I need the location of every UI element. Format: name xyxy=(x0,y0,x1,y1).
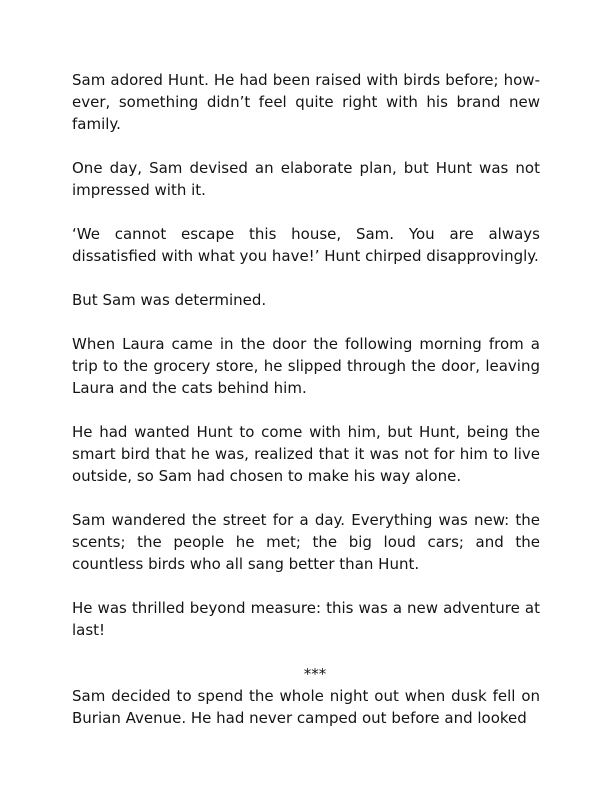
paragraph: One day, Sam devised an elaborate plan, but Hunt was not impressed with it. xyxy=(72,159,540,199)
paragraph: But Sam was determined. xyxy=(72,291,267,309)
paragraph: When Laura came in the door the following morning from a trip to the grocery store, he slipped through the door, leaving Laura and the cats behind him. xyxy=(72,335,540,397)
body-text xyxy=(72,69,540,729)
paragraph: Sam wandered the street for a day. Everything was new: the scents; the people he met; the big loud cars; and the countless birds who all sang better than Hunt. xyxy=(72,511,540,573)
section-separator: *** xyxy=(303,665,327,683)
paragraph: Sam decided to spend the whole night out when dusk fell on Burian Avenue. He had never camped out before and looked xyxy=(72,687,540,727)
paragraph: He was thrilled beyond measure: this was a new adventure at last! xyxy=(72,599,540,639)
paragraph: Sam adored Hunt. He had been raised with birds before; however, something didn’t feel quite right with his brand new family. xyxy=(72,71,540,133)
paragraph: He had wanted Hunt to come with him, but Hunt, being the smart bird that he was, realized that it was not for him to live outside, so Sam had chosen to make his way alone. xyxy=(72,423,540,485)
paragraph: ‘We cannot escape this house, Sam. You are always dissatisfied with what you have!’ Hunt chirped disapprovingly. xyxy=(72,225,540,265)
